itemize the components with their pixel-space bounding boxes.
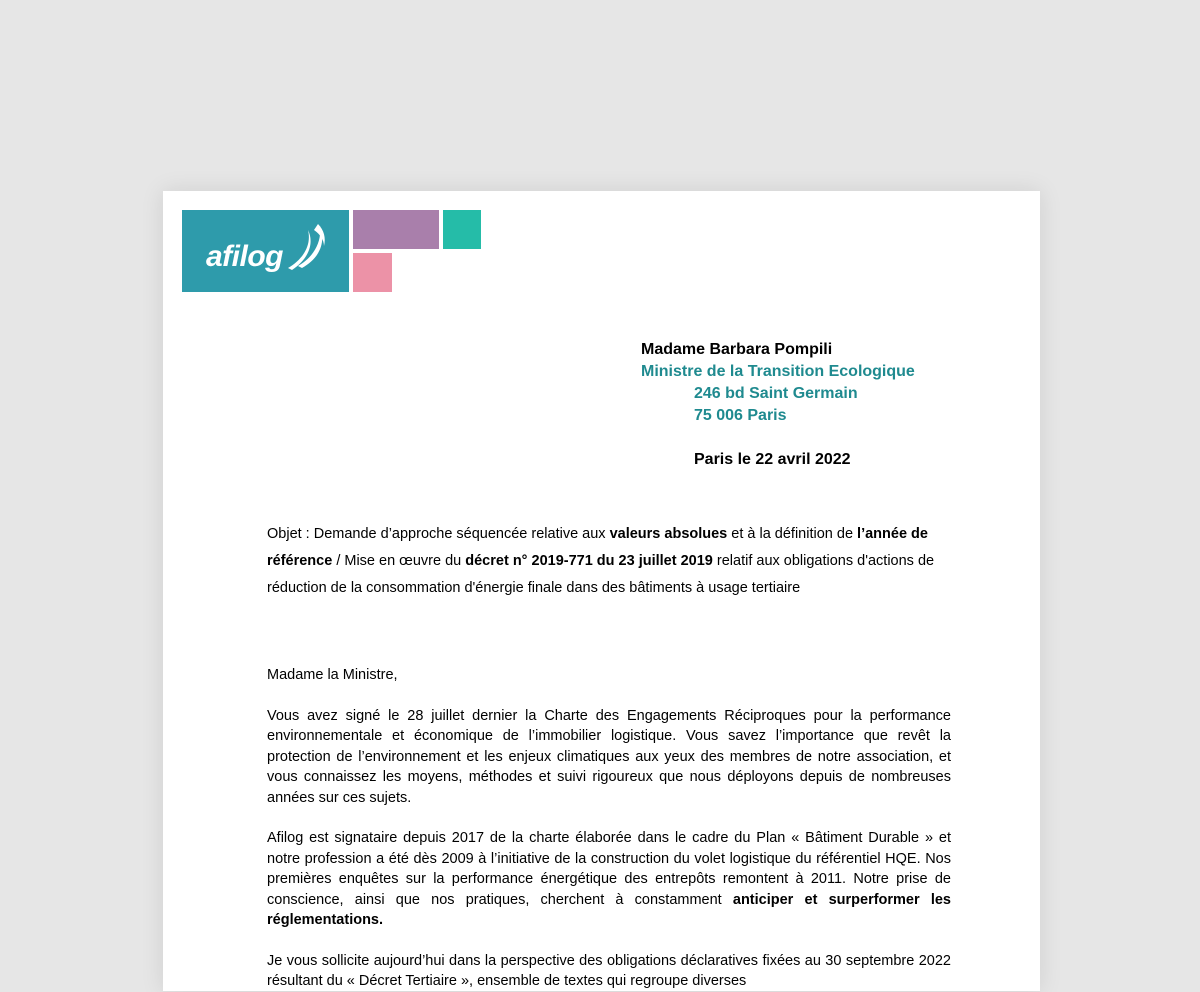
letter-body	[267, 521, 951, 992]
letter-date: Paris le 22 avril 2022	[694, 451, 851, 468]
recipient-title: Ministre de la Transition Ecologique	[641, 363, 915, 380]
recipient-street: 246 bd Saint Germain	[694, 385, 858, 402]
paragraph-bold-text: anticiper et surperformer les réglementations.	[267, 891, 951, 928]
subject-bold-text: décret n° 2019-771 du 23 juillet 2019	[465, 553, 713, 569]
letter-subject	[267, 521, 951, 602]
paragraph-text: Afilog est signataire depuis 2017 de la charte élaborée dans le cadre du Plan « Bâtiment Durable » et notre profession a été dès 2009 à l’initiative de la construction du volet logistique du référentiel HQE. Nos premières enquêtes sur la performance énergétique des entrepôts remontent à 2011. Notre prise de conscience, ainsi que nos pratiques, cherchent à constamment	[267, 830, 951, 908]
paragraph-2	[267, 828, 951, 931]
paragraph-3: Je vous sollicite aujourd’hui dans la perspective des obligations déclaratives fixées au 30 septembre 2022 résultant du « Décret Tertiaire », ensemble de textes qui regroupe diverses	[267, 952, 951, 989]
subject-text: / Mise en œuvre du	[332, 553, 466, 569]
subject-text: Objet : Demande d’approche séquencée relative aux	[267, 526, 610, 542]
logo-text: afilog	[206, 240, 283, 273]
subject-text: relatif aux obligations d'actions de réduction de la consommation d'énergie finale dans des bâtiments à usage tertiaire	[267, 553, 935, 596]
logo-swoosh-icon	[284, 220, 328, 276]
recipient-address	[641, 339, 915, 471]
logo-block-teal	[443, 210, 481, 249]
recipient-name: Madame Barbara Pompili	[641, 341, 833, 358]
letter-page	[163, 191, 1040, 991]
afilog-logo	[182, 210, 349, 292]
logo-block-purple	[353, 210, 439, 249]
logo-block-pink	[353, 253, 392, 292]
subject-bold-text: valeurs absolues	[609, 526, 728, 542]
subject-bold-text: l’année de référence	[267, 526, 928, 569]
recipient-city: 75 006 Paris	[694, 407, 787, 424]
subject-text: et à la définition de	[727, 526, 858, 542]
paragraph-1: Vous avez signé le 28 juillet dernier la Charte des Engagements Réciproques pour la performance environnementale et économique de l’immobilier logistique. Vous savez l’importance que revêt la protection de l’environnement et les enjeux climatiques aux yeux des membres de notre association, et vous connaissez les moyens, méthodes et suivi rigoureux que nous déployons depuis de nombreuses années sur ces sujets.	[267, 707, 951, 806]
salutation: Madame la Ministre,	[267, 667, 398, 683]
